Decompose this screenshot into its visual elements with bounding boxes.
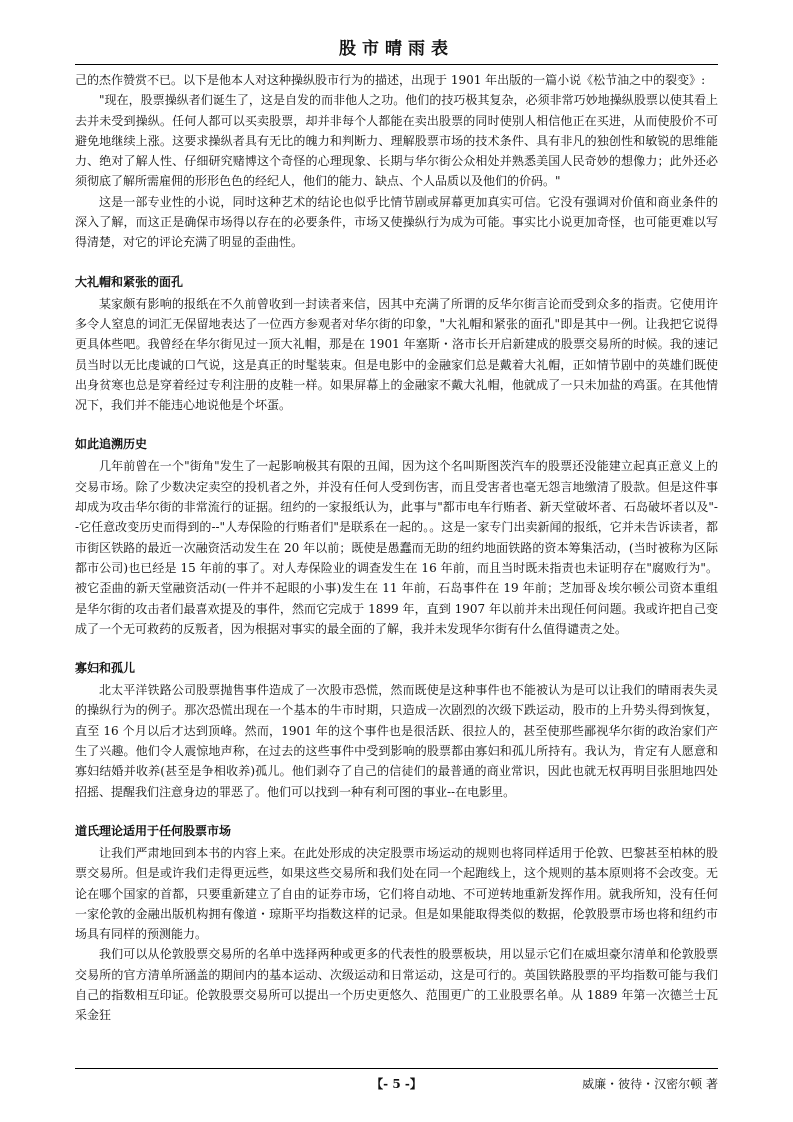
- page-header: [75, 38, 718, 65]
- author-credit: 威廉・彼待・汉密尔顿 著: [582, 1077, 718, 1091]
- section-heading: 寡妇和孤儿: [75, 661, 136, 676]
- paragraph: "现在，股票操纵者们诞生了，这是自发的而非他人之功。他们的技巧极其复杂，必须非常巧妙地操纵股票以使其看上去并未受到操纵。任何人都可以买卖股票，却并非每个人都能在卖出股票的同时使别人相信他正在买进，从而使股价不可避免地继续上涨。这要求操纵者具有无比的魄力和判断力、理解股票市场的技术条件、具有非凡的独创性和敏锐的思维能力、绝对了解人性、仔细研究赌博这个奇怪的心理现象、长期与华尔街公众相处并熟悉美国人民奇妙的想像力；此外还必须彻底了解所需雇佣的形形色色的经纪人，他们的能力、缺点、个人品质以及他们的价码。": [75, 93, 718, 189]
- page-number: 【- 5 -】: [371, 1077, 422, 1091]
- paragraph: 北太平洋铁路公司股票抛售事件造成了一次股市恐慌，然而既使是这种事件也不能被认为是可以让我们的晴雨表失灵的操纵行为的例子。那次恐慌出现在一个基本的牛市时期，只造成一次剧烈的次级下跌运动，股市的上升势头得到恢复，直至 16 个月以后才达到顶峰。然而，1901 年的这个事件也是很活跃、很拉人的，甚至使那些鄙视华尔街的政治家们产生了兴趣。他们令人震惊地声称，在过去的这些事件中受到影响的股票都由寡妇和孤儿所持有。我认为，肯定有人愿意和寡妇结婚并收养(甚至是争相收养)孤儿。他们剥夺了自己的信徒们的最普通的商业常识，因此也就无权再明目张胆地四处招摇、提醒我们注意身边的罪恶了。他们可以找到一种有利可图的事业--在电影里。: [75, 683, 718, 799]
- paragraph: 己的杰作赞赏不已。以下是他本人对这种操纵股市行为的描述，出现于 1901 年出版的一篇小说《松节油之中的裂变》:: [75, 73, 706, 87]
- paragraph: 让我们严肃地回到本书的内容上来。在此处形成的决定股票市场运动的规则也将同样适用于伦敦、巴黎甚至柏林的股票交易所。但是或许我们走得更远些，如果这些交易所和我们处在同一个起跑线上，这个规则的基本原则将不会改变。无论在哪个国家的首都，只要重新建立了自由的证券市场，它们将自动地、不可逆转地重新发挥作用。就我所知，没有任何一家伦敦的金融出版机构拥有像道・琼斯平均指数这样的记录。但是如果能取得类似的数据，伦敦股票市场也将和纽约市场具有同样的预测能力。: [75, 845, 718, 942]
- paragraph: 几年前曾在一个"街角"发生了一起影响极其有限的丑闻，因为这个名叫斯图茨汽车的股票还没能建立起真正意义上的交易市场。除了少数决定卖空的投机者之外，并没有任何人受到伤害，而且受害者也毫无怨言地缴清了股款。但是这件事却成为攻击华尔街的非常流行的证据。纽约的一家报纸认为，此事与"都市电车行贿者、新天堂破坏者、石岛破坏者以及"--它任意改变历史而得到的--"人寿保险的行贿者们"是联系在一起的。。这是一家专门出卖新闻的报纸，它并未告诉读者，都市街区铁路的最近一次融资活动发生在 20 年以前；既使是愚蠢而无助的纽约地面铁路的资本筹集活动，(当时被称为区际都市公司)也已经是 15 年前的事了。对人寿保险业的调查发生在 16 年前，而且当时既未指责也未证明存在"腐败行为"。被它歪曲的新天堂融资活动(一件并不起眼的小事)发生在 11 年前，石岛事件在 19 年前；芝加哥＆埃尔顿公司资本重组是华尔街的攻击者们最喜欢提及的事件，然而它完成于 1899 年，直到 1907 年以前并未出现任何问题。我或许把自己变成了一个无可救药的反叛者，因为根据对事实的最全面的了解，我并未发现华尔街有什么值得谴责之处。: [75, 459, 718, 636]
- paragraph: 我们可以从伦敦股票交易所的名单中选择两种或更多的代表性的股票板块，用以显示它们在威坦豪尔清单和伦敦股票交易所的官方清单所涵盖的期间内的基本运动、次级运动和日常运动，这是可行的。英国铁路股票的平均指数可能与我们自己的指数相互印证。伦敦股票交易所可以提出一个历史更悠久、范围更广的工业股票名单。从 1889 年第一次德兰士瓦采金狂: [75, 947, 718, 1023]
- section-heading: 道氏理论适用于任何股票市场: [75, 823, 232, 838]
- paragraph: 某家颇有影响的报纸在不久前曾收到一封读者来信，因其中充满了所谓的反华尔街言论而受到众多的指责。它使用许多令人窒息的词汇无保留地表达了一位西方参观者对华尔街的印象，"大礼帽和紧张的面孔"即是其中一例。让我把它说得更具体些吧。我曾经在华尔街见过一顶大礼帽，那是在 1901 年塞斯・洛市长开启新建成的股票交易所的时候。我的速记员当时以无比虔诚的口气说，这是真正的时髦装束。但是电影中的金融家们总是戴着大礼帽，正如情节剧中的英雄们既使出身贫寒也总是穿着经过专利注册的皮鞋一样。如果屏幕上的金融家不戴大礼帽，他就成了一只未加盐的鸡蛋。在其他情况下，我们并不能违心地说他是个坏蛋。: [75, 296, 718, 413]
- paragraph: 这是一部专业性的小说，同时这种艺术的结论也似乎比情节剧或屏幕更加真实可信。它没有强调对价值和商业条件的深入了解，而这正是确保市场得以存在的必要条件，市场又使操纵行为成为可能。事实比小说更加奇怪，也可能更难以写得清楚，对它的评论充满了明显的歪曲性。: [75, 194, 718, 250]
- page-footer: [75, 1068, 718, 1099]
- section-heading: 大礼帽和紧张的面孔: [75, 274, 184, 289]
- section-heading: 如此追溯历史: [75, 437, 148, 452]
- document-body: [75, 70, 718, 1026]
- header-title: 股市晴雨表: [339, 39, 454, 59]
